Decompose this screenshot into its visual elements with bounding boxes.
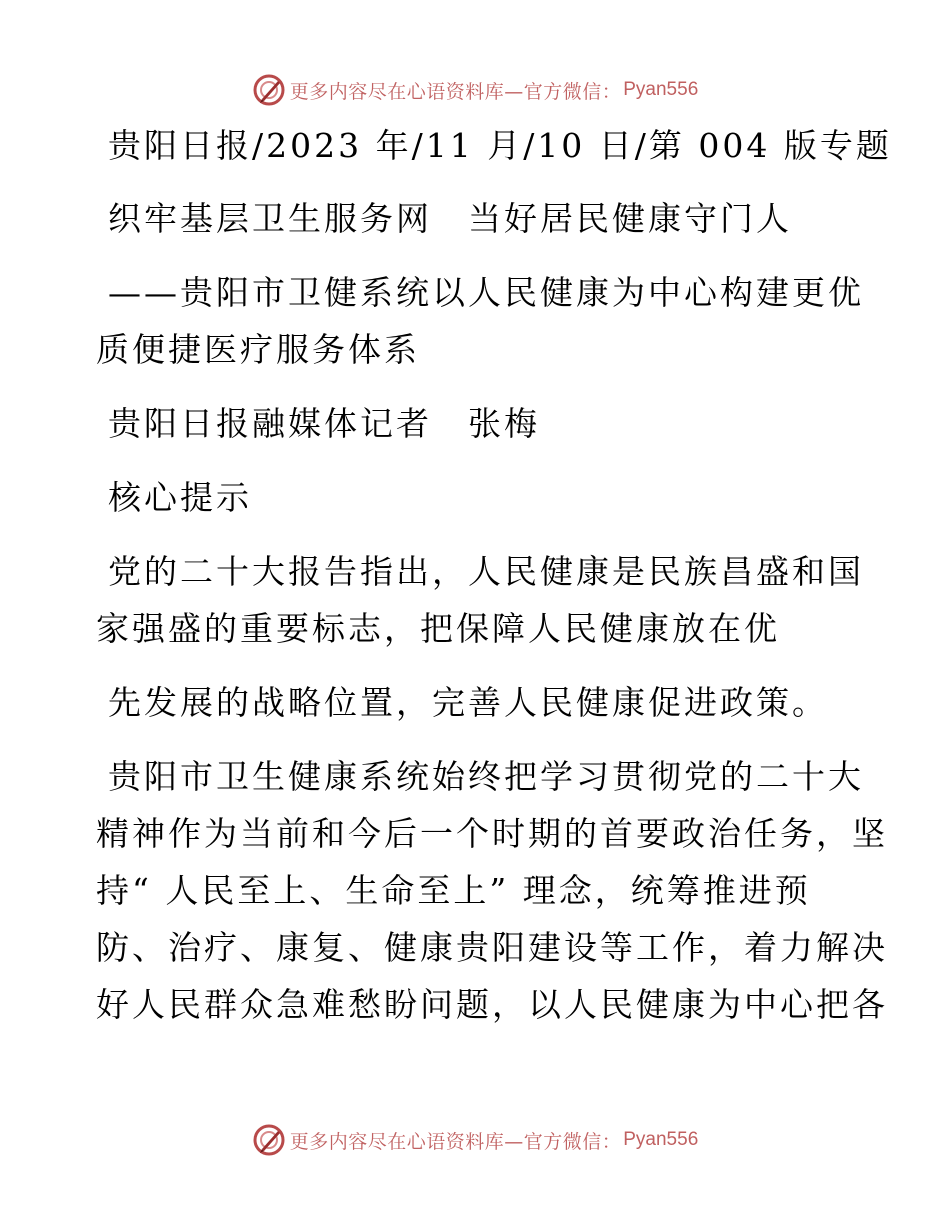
headline: 织牢基层卫生服务网 当好居民健康守门人: [108, 199, 792, 238]
para1-line-3: 先发展的战略位置，完善人民健康促进政策。: [108, 683, 828, 722]
header-watermark: [0, 70, 950, 110]
para2-line-1: 贵阳市卫生健康系统始终把学习贯彻党的二十大: [108, 757, 864, 796]
para2-line-2: 精神作为当前和今后一个时期的首要政治任务，坚: [96, 814, 888, 853]
watermark-text: 更多内容尽在心语资料库—官方微信：: [289, 1130, 622, 1153]
pen-logo-icon: [252, 1123, 286, 1157]
watermark-wechat-id: Pyan556: [623, 79, 699, 100]
subtitle-line-1: ——贵阳市卫健系统以人民健康为中心构建更优: [108, 273, 864, 312]
byline: 贵阳日报融媒体记者 张梅: [108, 404, 540, 443]
section-label: 核心提示: [108, 478, 252, 517]
para2-line-5: 好人民群众急难愁盼问题，以人民健康为中心把各: [96, 985, 888, 1024]
para2-line-4: 防、治疗、康复、健康贵阳建设等工作，着力解决: [96, 928, 888, 967]
watermark-text: 更多内容尽在心语资料库—官方微信：: [289, 80, 622, 103]
pen-logo-icon: [252, 73, 286, 107]
para1-line-2: 家强盛的重要标志，把保障人民健康放在优: [96, 609, 780, 648]
para2-line-3: 持“ 人民至上、生命至上” 理念，统筹推进预: [96, 871, 811, 910]
subtitle-line-2: 质便捷医疗服务体系: [96, 330, 420, 369]
watermark-wechat-id: Pyan556: [623, 1129, 699, 1150]
source-line: 贵阳日报/2023 年/11 月/10 日/第 004 版专题: [108, 126, 892, 165]
footer-watermark: [0, 1120, 950, 1160]
para1-line-1: 党的二十大报告指出，人民健康是民族昌盛和国: [108, 552, 864, 591]
